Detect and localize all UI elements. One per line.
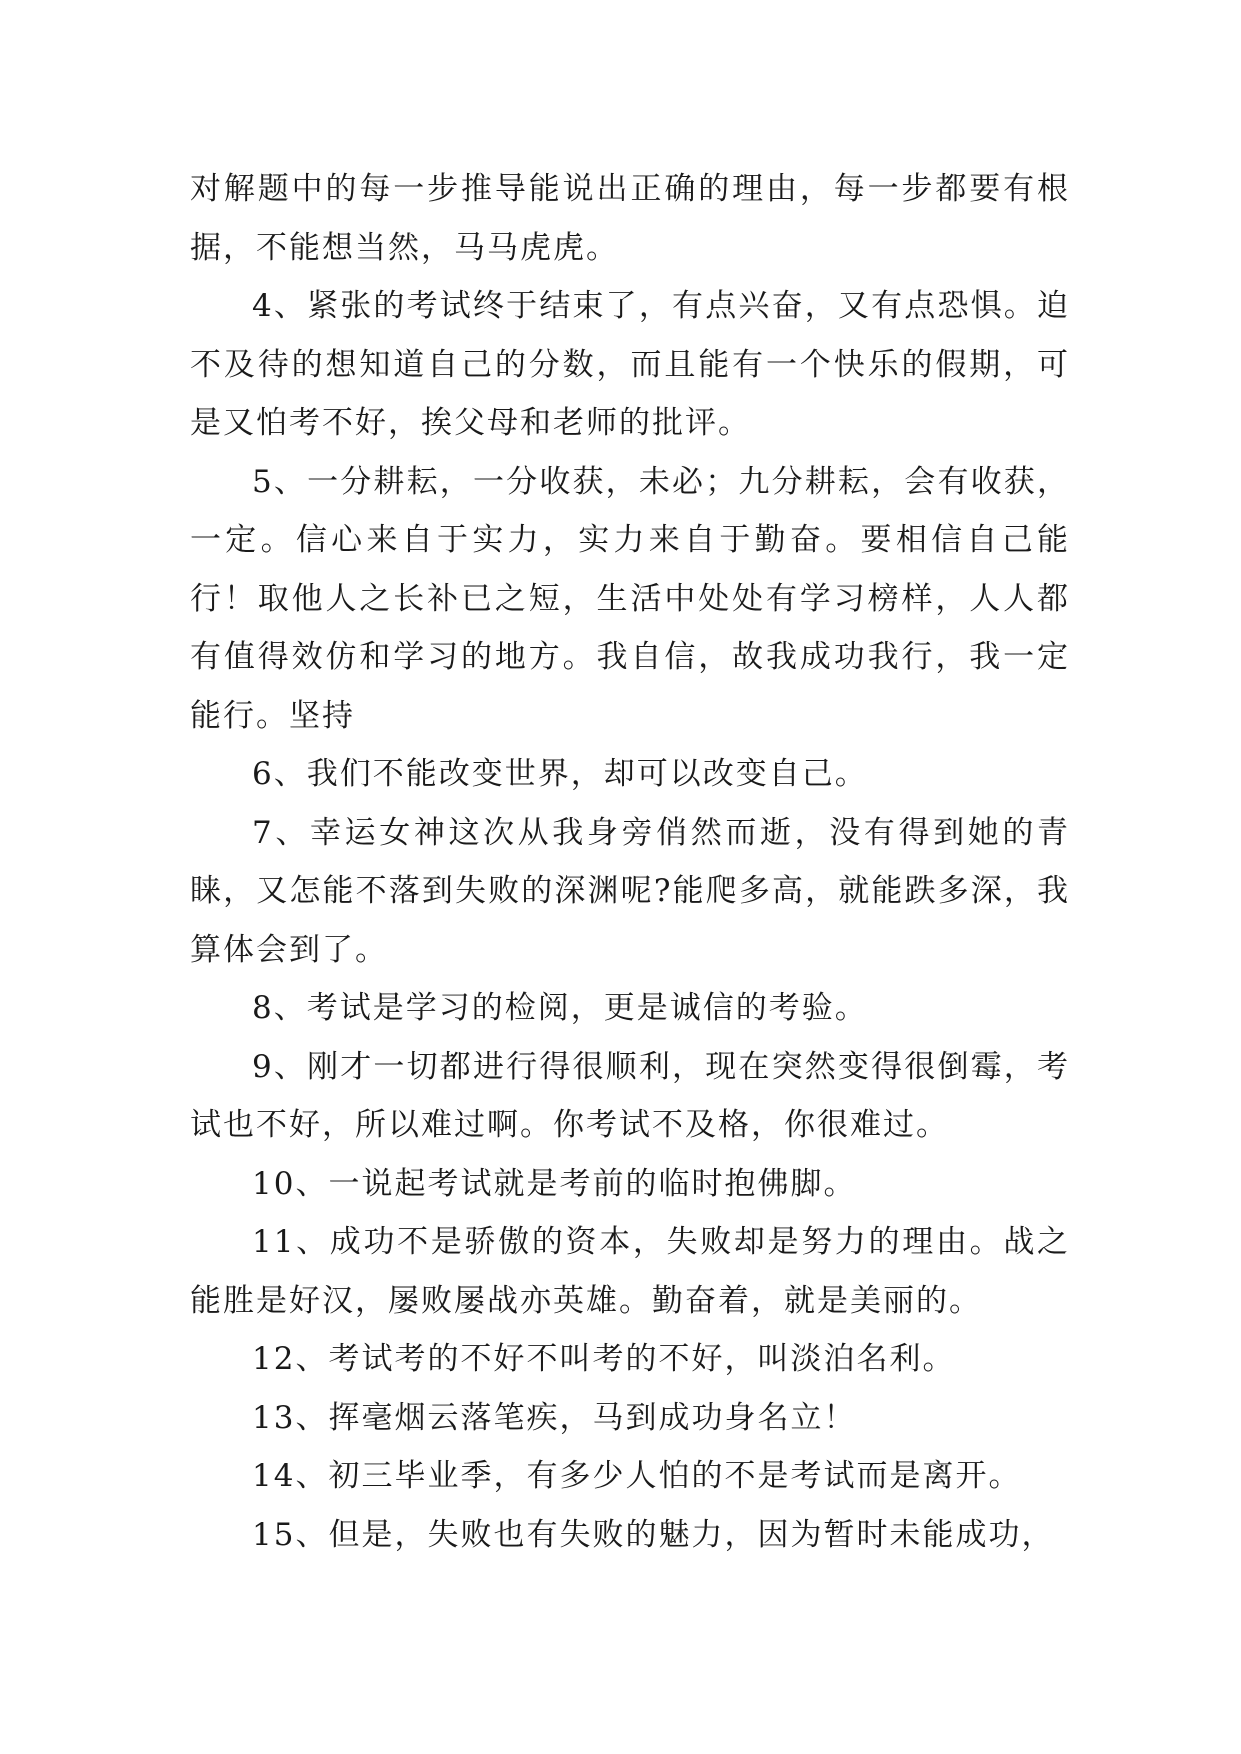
document-body — [190, 160, 1070, 1564]
paragraph-item-6: 6、我们不能改变世界，却可以改变自己。 — [252, 756, 868, 792]
paragraph-continuation: 对解题中的每一步推导能说出正确的理由，每一步都要有根据，不能想当然，马马虎虎。 — [190, 171, 1070, 266]
paragraph-item-15: 15、但是，失败也有失败的魅力，因为暂时未能成功， — [252, 1516, 1055, 1553]
paragraph-item-8: 8、考试是学习的检阅，更是诚信的考验。 — [252, 990, 868, 1026]
paragraph-item-14: 14、初三毕业季，有多少人怕的不是考试而是离开。 — [252, 1458, 1022, 1494]
paragraph-item-7: 7、幸运女神这次从我身旁俏然而逝，没有得到她的青睐，又怎能不落到失败的深渊呢?能爬多高，就能跌多深，我算体会到了。 — [190, 814, 1070, 968]
paragraph-item-13: 13、挥毫烟云落笔疾，马到成功身名立！ — [252, 1399, 857, 1436]
paragraph-item-12: 12、考试考的不好不叫考的不好，叫淡泊名利。 — [252, 1341, 956, 1377]
paragraph-item-5: 5、一分耕耘，一分收获，未必；九分耕耘，会有收获，一定。信心来自于实力，实力来自于勤奋。要相信自己能行！取他人之长补已之短，生活中处处有学习榜样，人人都有值得效仿和学习的地方。我自信，故我成功我行，我一定能行。坚持 — [190, 463, 1070, 734]
paragraph-item-11: 11、成功不是骄傲的资本，失败却是努力的理由。战之能胜是好汉，屡败屡战亦英雄。勤奋着，就是美丽的。 — [190, 1224, 1070, 1319]
paragraph-item-10: 10、一说起考试就是考前的临时抱佛脚。 — [252, 1165, 857, 1202]
paragraph-item-4: 4、紧张的考试终于结束了，有点兴奋，又有点恐惧。迫不及待的想知道自己的分数，而且能有一个快乐的假期，可是又怕考不好，挨父母和老师的批评。 — [190, 288, 1070, 441]
paragraph-item-9: 9、刚才一切都进行得很顺利，现在突然变得很倒霉，考试也不好，所以难过啊。你考试不及格，你很难过。 — [190, 1048, 1070, 1143]
